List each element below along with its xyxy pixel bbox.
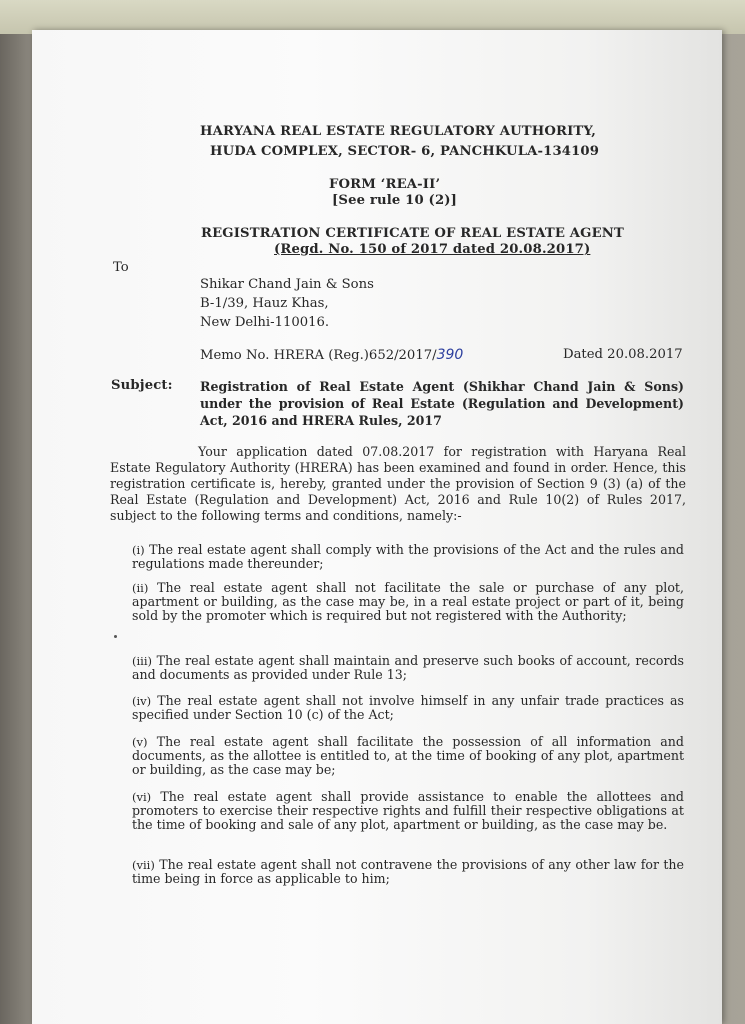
desk-top-edge [0,0,745,34]
memo-date: Dated 20.08.2017 [563,347,683,362]
condition-number: (iv) [132,694,152,708]
memo-prefix: Memo No. HRERA (Reg.)652/2017/ [200,348,437,363]
body-paragraph-text: Your application dated 07.08.2017 for registration with Haryana Real Estate Regulatory Authority (HRERA) has been examined and found in order. Hence, this registration certificate is, hereby, granted under the provision of Section 9 (3) (a) of the Real Estate (Regulation and Development) Act, 2016 and Rule 10(2) of Rules 2017, subject to the following terms and conditions, namely:- [110,444,686,523]
certificate-title: REGISTRATION CERTIFICATE OF REAL ESTATE AGENT [201,226,624,241]
address-line-1: Shikar Chand Jain & Sons [200,277,374,292]
condition-text: The real estate agent shall comply with the provisions of the Act and the rules and regulations made thereunder; [132,542,684,571]
stray-mark [114,635,117,638]
condition-number: (vi) [132,790,152,804]
address-line-3: New Delhi-110016. [200,315,330,330]
condition-item [132,654,684,682]
address-line-2: B-1/39, Hauz Khas, [200,296,329,311]
condition-item [132,543,684,571]
form-name: FORM ‘REA-II’ [329,177,441,192]
handwritten-memo-number: 390 [436,347,464,363]
subject-label: Subject: [111,378,173,393]
condition-number: (iii) [132,654,153,668]
condition-item [132,735,684,777]
condition-number: (ii) [132,581,149,595]
memo-number [200,347,463,363]
condition-text: The real estate agent shall not contravene the provisions of any other law for the time being in force as applicable to him; [132,857,684,886]
condition-text: The real estate agent shall maintain and preserve such books of account, records and documents as provided under Rule 13; [132,653,684,682]
subject-text: Registration of Real Estate Agent (Shikhar Chand Jain & Sons) under the provision of Real Estate (Regulation and Development) Act, 2016 and HRERA Rules, 2017 [200,379,684,428]
to-label: To [113,260,129,275]
condition-number: (vii) [132,858,155,872]
condition-text: The real estate agent shall facilitate the possession of all information and documents, as the allottee is entitled to, at the time of booking of any plot, apartment or building, as the case may be; [132,734,684,777]
condition-item [132,581,684,623]
document-page [32,30,722,1024]
condition-item [132,694,684,722]
condition-text: The real estate agent shall not involve himself in any unfair trade practices as specified under Section 10 (c) of the Act; [132,693,684,722]
body-paragraph [110,444,686,524]
condition-text: The real estate agent shall not facilitate the sale or purchase of any plot, apartment or building, as the case may be, in a real estate project or part of it, being sold by the promoter which is required but not registered with the Authority; [132,580,684,623]
registration-number: (Regd. No. 150 of 2017 dated 20.08.2017) [274,242,591,257]
condition-number: (v) [132,735,148,749]
authority-address: HUDA COMPLEX, SECTOR- 6, PANCHKULA-134109 [210,144,600,159]
condition-number: (i) [132,543,145,557]
authority-name: HARYANA REAL ESTATE REGULATORY AUTHORITY, [200,124,596,139]
condition-text: The real estate agent shall provide assistance to enable the allottees and promoters to exercise their respective rights and fulfill their respective obligations at the time of booking and sale of any plot, apartment or building, as the case may be. [132,789,684,832]
form-rule: [See rule 10 (2)] [332,193,458,208]
condition-item [132,790,684,832]
condition-item [132,858,684,886]
